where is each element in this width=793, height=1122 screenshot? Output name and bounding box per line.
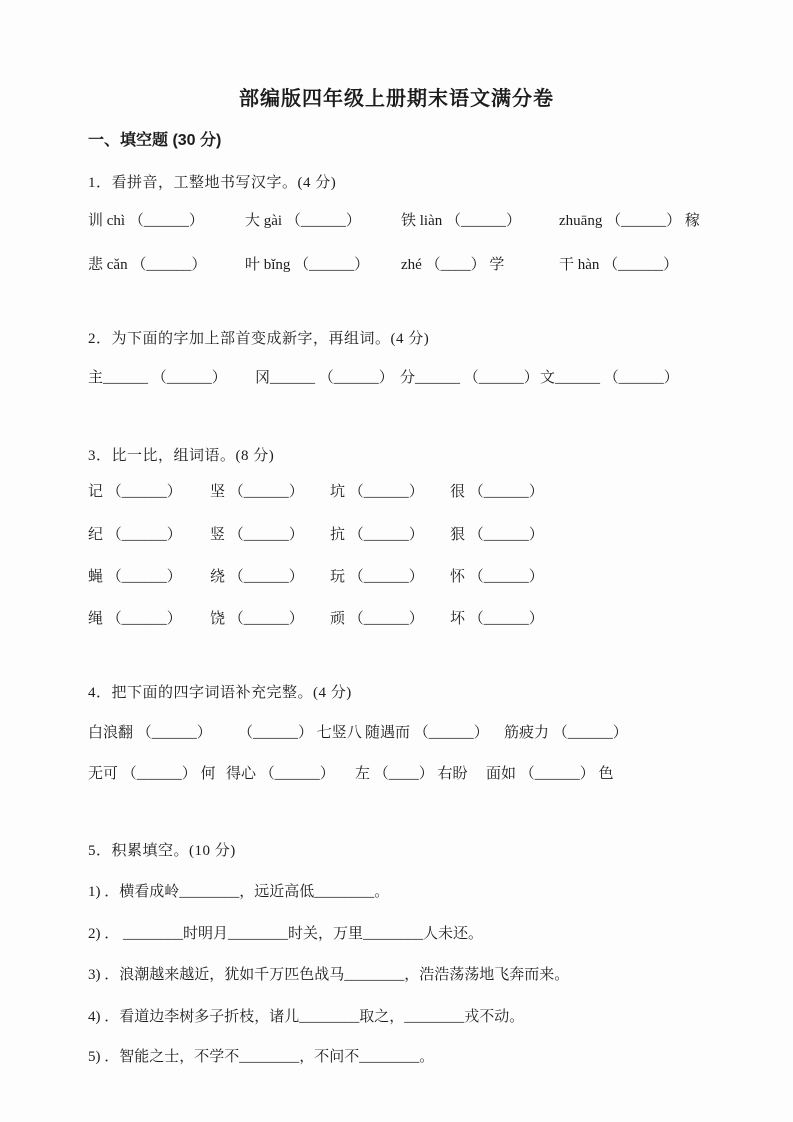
question-3-label: 3．比一比，组词语。(8 分) xyxy=(88,448,275,464)
question-4-row-2 xyxy=(88,764,715,784)
pinyin-blank-item: 悲 cǎn （______） xyxy=(88,257,207,273)
pinyin-blank-item: 叶 bǐng （______） xyxy=(245,257,370,273)
pinyin-blank-item: 铁 liàn （______） xyxy=(401,213,521,229)
question-3-row-2 xyxy=(88,525,715,545)
compare-word-item: 饶 （______） xyxy=(210,611,304,627)
idiom-blank-item: 左 （____） 右盼 xyxy=(355,766,468,782)
pinyin-blank-item: 大 gài （______） xyxy=(245,213,361,229)
radical-word-item: 文______ （______） xyxy=(540,370,679,386)
question-5-item-1: 1) ．横看成岭________，远近高低________。 xyxy=(88,884,390,900)
idiom-blank-item: 面如 （______） 色 xyxy=(486,766,614,782)
radical-word-item: 主______ （______） xyxy=(88,370,227,386)
compare-word-item: 顽 （______） xyxy=(330,611,424,627)
question-5-item-3: 3) ．浪潮越来越近，犹如千万匹色战马________，浩浩荡荡地飞奔而来。 xyxy=(88,967,570,983)
compare-word-item: 坏 （______） xyxy=(450,611,544,627)
compare-word-item: 很 （______） xyxy=(450,484,544,500)
compare-word-item: 坚 （______） xyxy=(210,484,304,500)
pinyin-blank-item: zhé （____） 学 xyxy=(401,257,505,273)
question-2-row xyxy=(88,368,715,388)
pinyin-blank-item: 干 hàn （______） xyxy=(559,257,679,273)
page-title: 部编版四年级上册期末语文满分卷 xyxy=(239,88,554,110)
pinyin-blank-item: zhuāng （______） 稼 xyxy=(559,213,700,229)
pinyin-blank-item: 训 chì （______） xyxy=(88,213,204,229)
question-5-item-4: 4) ．看道边李树多子折枝，诸儿________取之，________戎不动。 xyxy=(88,1009,525,1025)
compare-word-item: 蝇 （______） xyxy=(88,569,182,585)
question-5-item-5: 5) ．智能之士，不学不________，不问不________。 xyxy=(88,1049,435,1065)
radical-word-item: 冈______ （______） xyxy=(255,370,394,386)
radical-word-item: 分______ （______） xyxy=(400,370,539,386)
compare-word-item: 怀 （______） xyxy=(450,569,544,585)
question-1-label: 1．看拼音，工整地书写汉字。(4 分) xyxy=(88,175,337,191)
compare-word-item: 狠 （______） xyxy=(450,527,544,543)
question-3-row-4 xyxy=(88,609,715,629)
section-header-fill-blanks: 一、填空题 (30 分) xyxy=(88,132,222,149)
question-1-pinyin-row-2 xyxy=(88,255,715,275)
compare-word-item: 纪 （______） xyxy=(88,527,182,543)
idiom-blank-item: 无可 （______） 何 xyxy=(88,766,216,782)
compare-word-item: 玩 （______） xyxy=(330,569,424,585)
idiom-blank-item: （______） 七竖八 xyxy=(238,725,362,741)
question-4-row-1 xyxy=(88,723,715,743)
idiom-blank-item: 筋疲力 （______） xyxy=(504,725,628,741)
idiom-blank-item: 随遇而 （______） xyxy=(365,725,489,741)
question-3-row-3 xyxy=(88,567,715,587)
compare-word-item: 抗 （______） xyxy=(330,527,424,543)
question-5-label: 5．积累填空。(10 分) xyxy=(88,843,236,859)
idiom-blank-item: 白浪翻 （______） xyxy=(88,725,212,741)
question-1-pinyin-row-1 xyxy=(88,211,715,231)
compare-word-item: 记 （______） xyxy=(88,484,182,500)
idiom-blank-item: 得心 （______） xyxy=(226,766,335,782)
compare-word-item: 绕 （______） xyxy=(210,569,304,585)
compare-word-item: 竖 （______） xyxy=(210,527,304,543)
question-3-row-1 xyxy=(88,482,715,502)
question-4-label: 4．把下面的四字词语补充完整。(4 分) xyxy=(88,685,352,701)
question-2-label: 2．为下面的字加上部首变成新字，再组词。(4 分) xyxy=(88,331,430,347)
compare-word-item: 坑 （______） xyxy=(330,484,424,500)
question-5-item-2: 2) ． ________时明月________时关，万里________人未还。 xyxy=(88,926,483,942)
compare-word-item: 绳 （______） xyxy=(88,611,182,627)
